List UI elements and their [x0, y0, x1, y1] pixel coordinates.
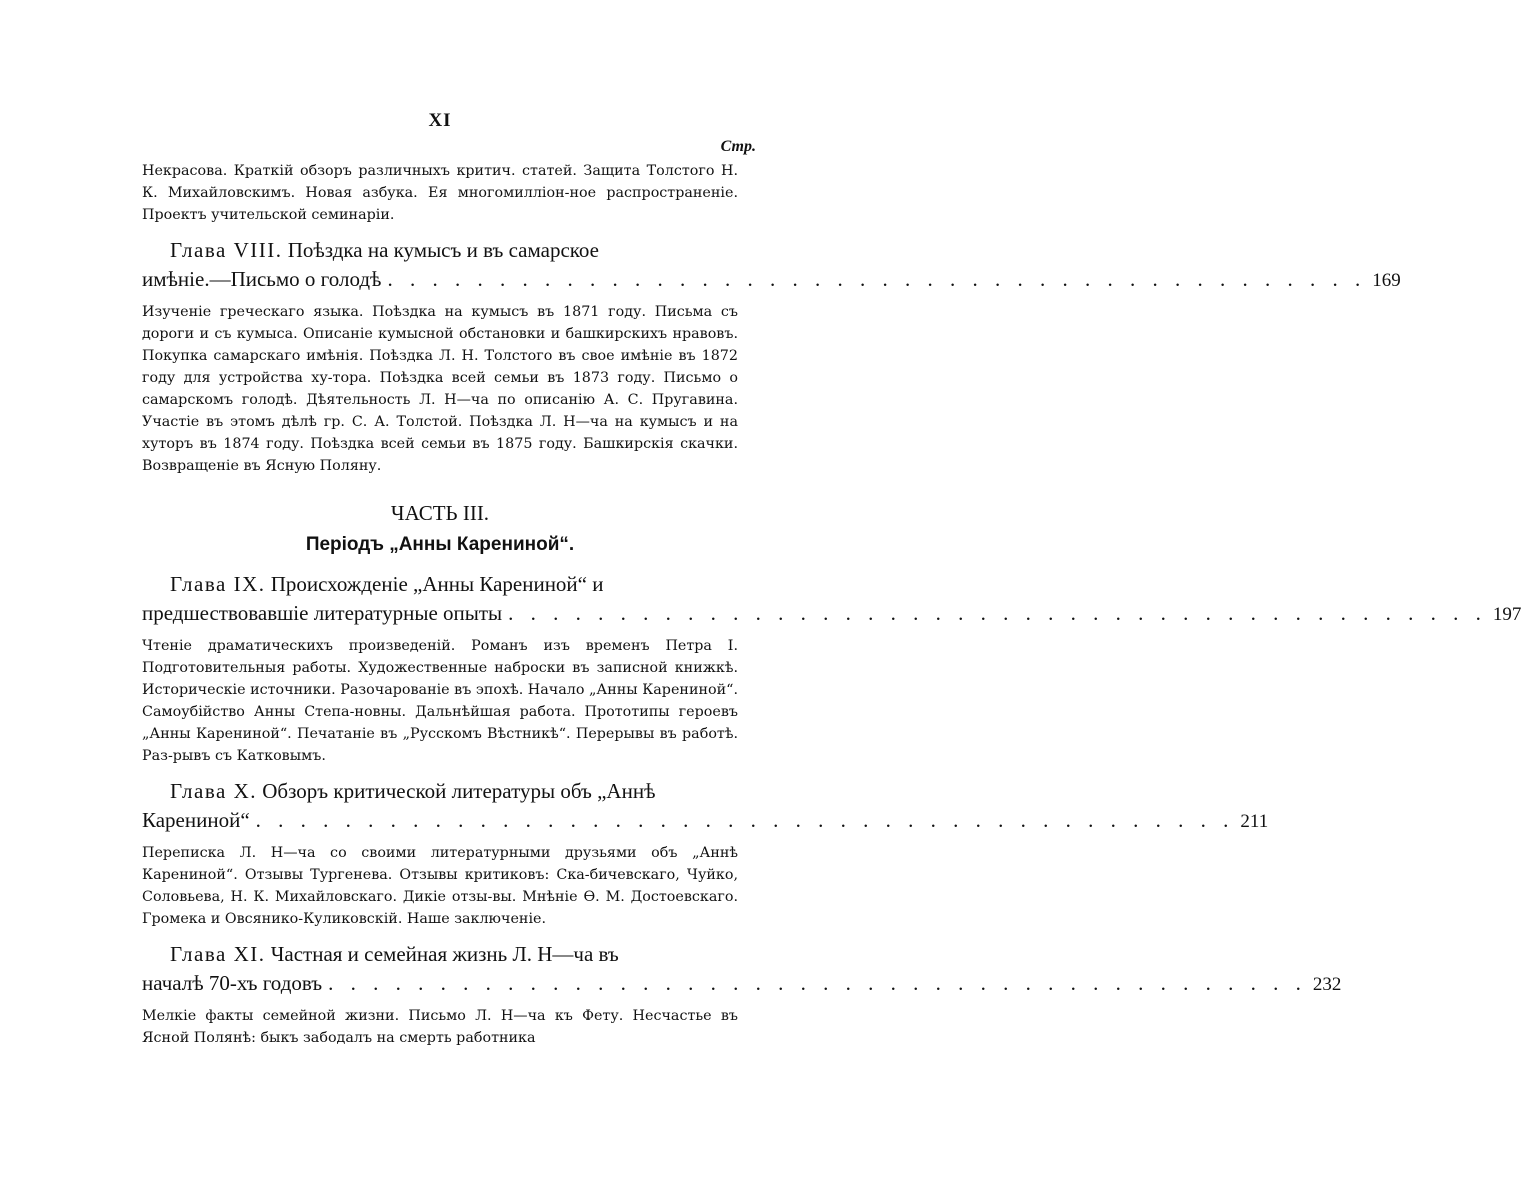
chapter-xi-title: Частная и семейная жизнь Л. Н—ча въ	[270, 942, 619, 966]
chapter-x-description: Переписка Л. Н—ча со своими литературными друзьями объ „Аннѣ Карениной“. Отзывы Тургенева. Отзывы критиковъ: Ска-бичевскаго, Чуйко, Соловьева, Н. К. Михайловскаго. Дикіе отзы-вы. Мнѣніе Ѳ. М. Достоевскаго. Громека и Овсянико-Куликовскій. Наше заключеніе.	[142, 845, 738, 927]
chapter-x-title: Обзоръ критической литературы объ „Аннѣ	[262, 779, 656, 803]
chapter-viii-title-line2	[142, 265, 1401, 295]
chapter-x-page: 211	[1240, 811, 1269, 832]
page-number-roman: XI	[428, 110, 452, 131]
toc-page	[142, 110, 1521, 1049]
chapter-viii-label: Глава VIII.	[170, 238, 283, 262]
chapter-xi-page: 232	[1312, 974, 1342, 995]
dot-leader: . . . . . . . . . . . . . . . . . . . . . . . . . . . . . . . . . . . . . . . . . . . .	[508, 601, 1487, 625]
chapter-ix-title-cont: предшествовавшіе литературные опыты	[142, 601, 503, 625]
chapter-xi-label: Глава XI.	[170, 942, 266, 966]
chapter-ix-page: 197	[1492, 604, 1521, 625]
chapter-x-label: Глава X.	[170, 779, 257, 803]
chapter-x-title-line2	[142, 806, 1269, 836]
dot-leader: . . . . . . . . . . . . . . . . . . . . . . . . . . . . . . . . . . . . . . . . . . . .	[328, 971, 1307, 995]
chapter-ix-label: Глава IX.	[170, 572, 266, 596]
part-subtitle: Періодъ „Анны Карениной“.	[305, 534, 575, 555]
chapter-ix-description: Чтеніе драматическихъ произведеній. Романъ изъ временъ Петра I. Подготовительныя работы. Художественные наброски въ записной книжкѣ. Историческіе источники. Разочарованіе въ эпохѣ. Начало „Анны Карениной“. Самоубійство Анны Степа-новны. Дальнѣйшая работа. Прототипы героевъ „Анны Карениной“. Печатаніе въ „Русскомъ Вѣстникѣ“. Перерывы въ работѣ. Раз-рывъ съ Катковымъ.	[142, 638, 738, 764]
chapter-viii-page: 169	[1372, 270, 1401, 291]
chapter-ix-entry[interactable]	[142, 570, 1521, 629]
chapter-xi-description: Мелкіе факты семейной жизни. Письмо Л. Н—ча къ Фету. Несчастье въ Ясной Полянѣ: быкъ забодалъ на смерть работника	[142, 1008, 738, 1046]
chapter-x-entry[interactable]	[142, 777, 1269, 836]
chapter-x-title-cont: Карениной“	[142, 808, 250, 832]
chapter-viii-title: Поѣздка на кумысъ и въ самарское	[287, 238, 599, 262]
chapter-viii-title-cont: имѣніе.—Письмо о голодѣ	[142, 267, 382, 291]
chapter-x-title-line1	[142, 777, 738, 806]
chapter-viii-description: Изученіе греческаго языка. Поѣздка на кумысъ въ 1871 году. Письма съ дороги и съ кумыса. Описаніе кумысной обстановки и башкирскихъ нравовъ. Покупка самарскаго имѣнія. Поѣздка Л. Н. Толстого въ свое имѣніе въ 1872 году для устройства ху-тора. Поѣздка всей семьи въ 1873 году. Письмо о самарскомъ голодѣ. Дѣятельность Л. Н—ча по описанію А. С. Пругавина. Участіе въ этомъ дѣлѣ гр. С. А. Толстой. Поѣздка Л. Н—ча на кумысъ и на хуторъ въ 1874 году. Поѣздка всей семьи въ 1875 году. Башкирскія скачки. Возвращеніе въ Ясную Поляну.	[142, 304, 738, 474]
chapter-ix-title-line2	[142, 599, 1521, 629]
chapter-ix-title-line1	[142, 570, 738, 599]
chapter-viii-title-line1	[142, 236, 738, 265]
dot-leader: . . . . . . . . . . . . . . . . . . . . . . . . . . . . . . . . . . . . . . . . . . . .	[255, 808, 1235, 832]
page-column-label: Стр.	[720, 138, 756, 155]
chapter-viii-entry[interactable]	[142, 236, 1401, 295]
chapter-xi-entry[interactable]	[142, 940, 1342, 999]
chapter-xi-title-line1	[142, 940, 738, 969]
chapter-xi-title-cont: началѣ 70-хъ годовъ	[142, 971, 323, 995]
dot-leader: . . . . . . . . . . . . . . . . . . . . . . . . . . . . . . . . . . . . . . . . . . . .	[387, 267, 1367, 291]
part-title: ЧАСТЬ III.	[390, 501, 490, 525]
intro-text: Некрасова. Краткій обзоръ различныхъ критич. статей. Защита Толстого Н. К. Михайловскимъ. Новая азбука. Ея многомилліон-ное распространеніе. Проектъ учительской семинаріи.	[142, 163, 738, 223]
chapter-ix-title: Происхожденіе „Анны Карениной“ и	[270, 572, 604, 596]
chapter-xi-title-line2	[142, 969, 1342, 999]
